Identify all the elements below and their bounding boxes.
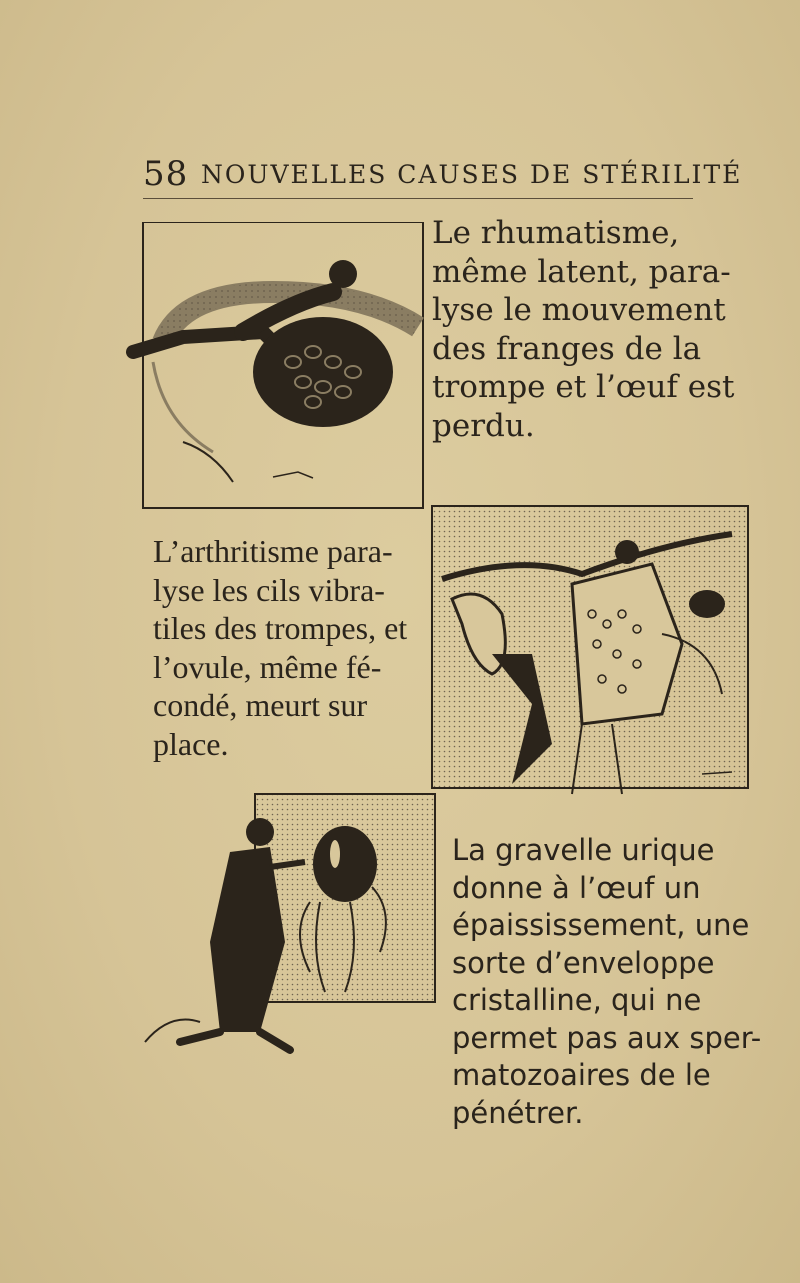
running-title: NOUVELLES CAUSES DE STÉRILITÉ — [201, 160, 743, 189]
paragraph-arthritis — [153, 532, 433, 763]
text-line: place. — [153, 725, 229, 762]
text-line: donne à l’œuf un — [452, 870, 701, 905]
text-line: lyse le mouvement — [432, 292, 726, 328]
text-line: lyse les cils vibra- — [153, 571, 385, 608]
text-line: l’ovule, même fé- — [153, 648, 382, 685]
arthritis-figure-illustration — [422, 504, 752, 804]
paragraph-rheumatism — [432, 214, 735, 445]
paragraph-gravel — [452, 832, 762, 1132]
rheumatism-figure-illustration — [123, 222, 427, 510]
text-line: L’arthritisme para- — [153, 533, 393, 569]
text-line: La gravelle urique — [452, 833, 715, 867]
text-line: matozoaires de le — [452, 1058, 711, 1092]
text-line: permet pas aux sper- — [452, 1020, 762, 1055]
text-line: des franges de la — [432, 330, 702, 367]
text-line: sorte d’enveloppe — [452, 945, 715, 980]
gravel-figure-illustration — [140, 792, 455, 1057]
page-number: 58 — [143, 154, 189, 194]
text-line: pénétrer. — [452, 1095, 584, 1130]
header-rule — [143, 198, 693, 199]
text-line: cristalline, qui ne — [452, 983, 702, 1017]
text-line: Le rhumatisme, — [432, 215, 680, 251]
text-line: même latent, para- — [432, 253, 731, 290]
text-line: condé, meurt sur — [153, 687, 368, 723]
text-line: perdu. — [432, 407, 535, 444]
text-line: trompe et l’œuf est — [432, 369, 735, 405]
text-line: épaississement, une — [452, 908, 750, 942]
text-line: tiles des trompes, et — [153, 610, 408, 646]
